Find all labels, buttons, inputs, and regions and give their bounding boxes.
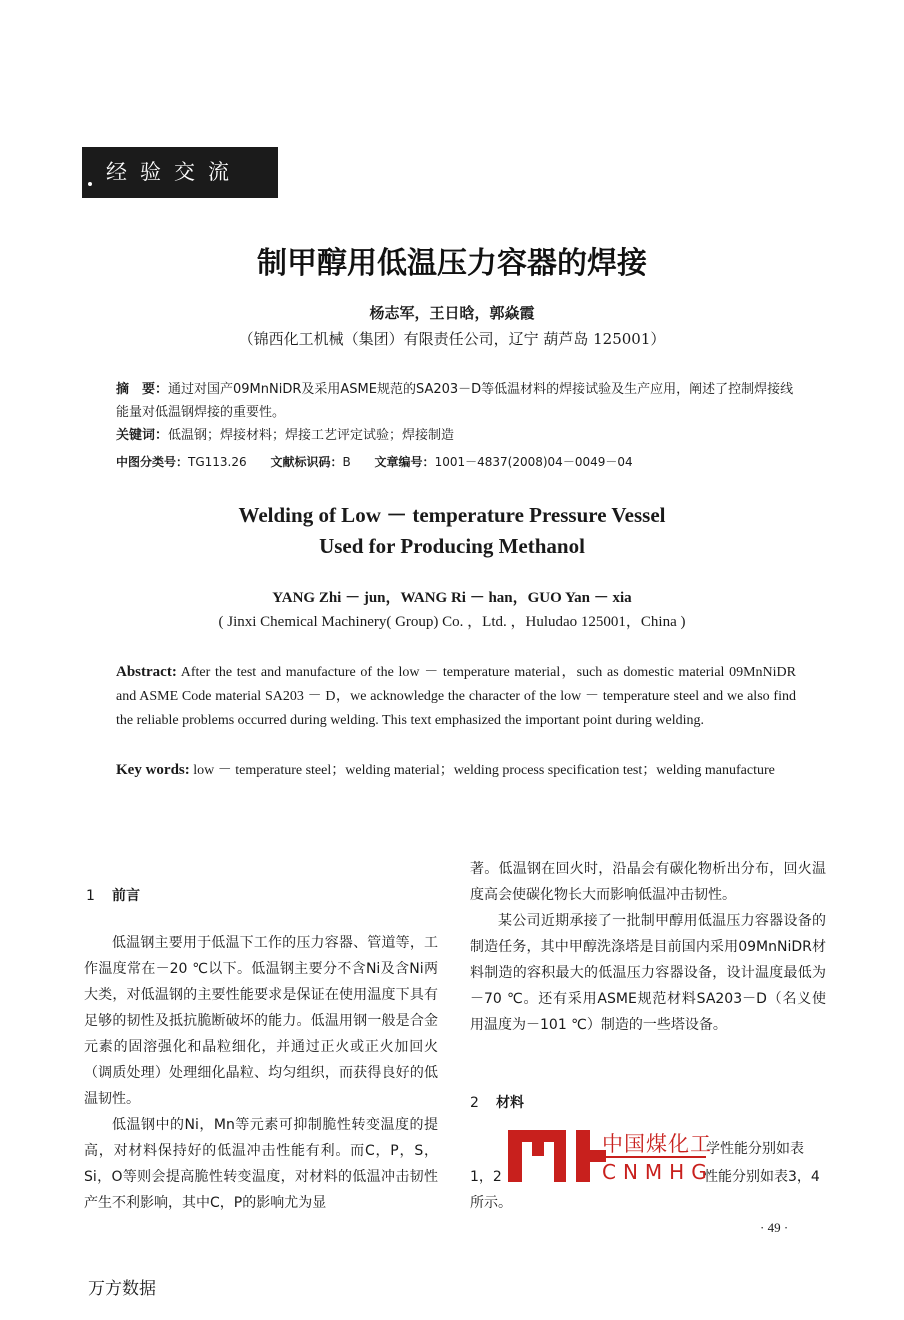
section1-title: 前言 [112,888,140,904]
keywords-cn-label: 关键词： [116,428,169,443]
classification-meta [116,453,796,470]
clc-value: TG113.26 [188,455,247,469]
left-column [84,930,438,1216]
section2-heading [470,1092,524,1112]
section1-paragraph-3: 某公司近期承接了一批制甲醇用低温压力容器设备的制造任务，其中甲醇洗涤塔是目前国内采用09MnNiDR材料制造的容积最大的低温压力容器设备，设计温度最低为－70 ℃。还有采用ASME规范材料SA203－D（名义使用温度为－101 ℃）制造的一些塔设备。 [470,913,826,1033]
doc-code-value: B [342,455,351,469]
abstract-en-label: Abstract: [116,664,177,680]
title-en-line1: Welding of Low － temperature Pressure Vessel [238,503,666,527]
section1-paragraph-2: 低温钢中的Ni，Mn等元素可抑制脆性转变温度的提高，对材料保持好的低温冲击性能有利。而C，P，S，Si，O等则会提高脆性转变温度，对材料的低温冲击韧性产生不利影响，其中C，P的影响尤为显 [84,1117,438,1211]
watermark-cn-text: 中国煤化工 [602,1132,712,1156]
banner-dot-decoration [88,182,92,186]
clc-label: 中图分类号： [116,455,189,469]
keywords-en [116,758,796,783]
authors-en: YANG Zhi － jun，WANG Ri － han，GUO Yan － xia [272,590,632,606]
abstract-cn-label: 摘 要： [116,382,169,397]
section1-paragraph-1: 低温钢主要用于低温下工作的压力容器、管道等，工作温度常在－20 ℃以下。低温钢主要分不含Ni及含Ni两大类，对低温钢的主要性能要求是保证在使用温度下具有足够的韧性及抵抗脆断破坏的能力。低温用钢一般是合金元素的固溶强化和晶粒细化，并通过正火或正火加回火（调质处理）处理细化晶粒、均匀组织，而获得良好的低温韧性。 [84,935,438,1107]
section1-number: 1 [86,888,95,904]
abstract-cn-block [116,378,796,447]
watermark-en-text: CNMHG [602,1160,714,1184]
page-number: · 49 · [760,1220,789,1235]
article-number-label: 文章编号： [374,455,435,469]
doc-code-label: 文献标识码： [270,455,343,469]
watermark-underline [602,1156,706,1158]
article-number-value: 1001－4837(2008)04－0049－04 [434,455,633,469]
section2-line2-head: 1，2 [470,1169,502,1185]
keywords-cn-text: 低温钢；焊接材料；焊接工艺评定试验；焊接制造 [168,428,455,443]
abstract-en [116,660,796,733]
section1-paragraph-2-continued: 著。低温钢在回火时，沿晶会有碳化物析出分布，回火温度高会使碳化物长大而影响低温冲击韧性。 [470,861,826,903]
keywords-en-text: low － temperature steel；welding material；welding process specification test；welding manufacture [189,763,775,778]
section-banner: 经验交流 [82,147,278,198]
section2-number: 2 [470,1095,479,1111]
abstract-cn [116,378,796,424]
affiliation-en: ( Jinxi Chemical Machinery( Group) Co. ，Ltd. ，Huludao 125001，China ) [218,614,686,630]
section2-line3: 所示。 [470,1195,512,1211]
section1-heading [86,885,140,905]
affiliation-cn: （锦西化工机械（集团）有限责任公司，辽宁 葫芦岛 125001） [238,330,666,348]
footer-source: 万方数据 [88,1279,156,1299]
keywords-en-label: Key words: [116,762,190,778]
right-column [470,856,826,1038]
section2-line1-tail: 学性能分别如表 [706,1141,804,1157]
keywords-cn [116,424,796,447]
authors-cn: 杨志军，王日晗，郭焱霞 [369,304,535,322]
title-en [0,500,904,562]
abstract-en-text: After the test and manufacture of the low － temperature material，such as domestic material 09MnNiDR and ASME Code material SA203 － D，we acknowledge the character of the low － temperature steel and we also find the reliable problems occurred during welding. This text emphasized the important point during welding. [116,665,796,728]
title-en-line2: Used for Producing Methanol [319,534,585,558]
abstract-cn-text: 通过对国产09MnNiDR及采用ASME规范的SA203－D等低温材料的焊接试验及生产应用，阐述了控制焊接线能量对低温钢焊接的重要性。 [116,382,794,420]
section2-title: 材料 [496,1095,524,1111]
title-cn: 制甲醇用低温压力容器的焊接 [257,246,647,281]
section2-line2-tail: 性能分别如表3，4 [704,1169,820,1185]
